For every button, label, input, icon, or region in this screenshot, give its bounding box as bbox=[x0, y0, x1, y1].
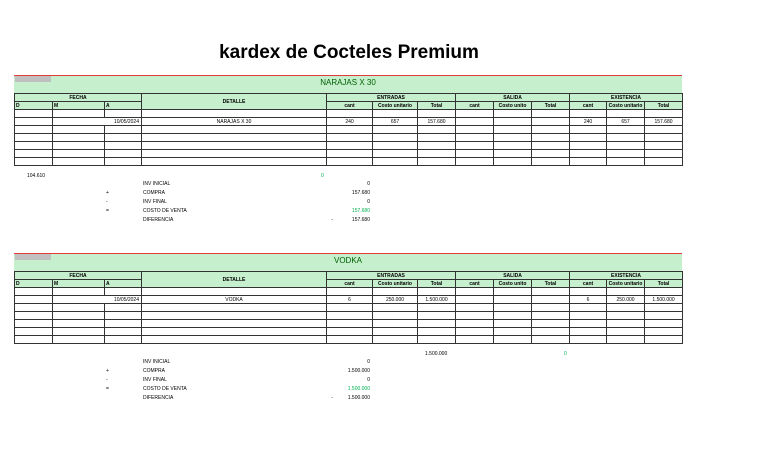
footer-zero: 0 bbox=[321, 173, 324, 179]
summary-value: 1.500.000 bbox=[347, 395, 370, 401]
summary-sign: + bbox=[106, 190, 109, 196]
row-in-total: 157.680 bbox=[418, 118, 456, 126]
col-ex-total: Total bbox=[645, 280, 683, 288]
summary-label: INV INICIAL bbox=[143, 359, 171, 365]
footer-zero: 0 bbox=[564, 351, 567, 357]
summary-label: COSTO DE VENTA bbox=[143, 386, 187, 392]
col-in-total: Total bbox=[418, 102, 456, 110]
col-out-cant: cant bbox=[456, 280, 494, 288]
summary-value: 157.680 bbox=[351, 190, 370, 196]
summary-value: 1.500.000 bbox=[347, 386, 370, 392]
kardex-banner bbox=[14, 75, 682, 93]
summary-value: 0 bbox=[367, 181, 370, 187]
col-out-total: Total bbox=[532, 280, 570, 288]
col-ex-cost: Costo unitario bbox=[607, 102, 645, 110]
kardex-table bbox=[14, 271, 683, 344]
summary-label: INV FINAL bbox=[143, 377, 167, 383]
row-ex-cost: 657 bbox=[607, 118, 645, 126]
col-salida: SALIDA bbox=[456, 272, 570, 280]
summary-label: DIFERENCIA bbox=[143, 217, 174, 223]
col-out-total: Total bbox=[532, 102, 570, 110]
table-row bbox=[15, 320, 683, 328]
col-entradas: ENTRADAS bbox=[327, 94, 456, 102]
col-in-total: Total bbox=[418, 280, 456, 288]
summary-sign: = bbox=[106, 386, 109, 392]
row-detail: NARAJAS X 30 bbox=[142, 118, 327, 126]
row-in-cant: 240 bbox=[327, 118, 373, 126]
row-ex-cant: 6 bbox=[570, 296, 607, 304]
table-row bbox=[15, 296, 683, 304]
col-in-cant: cant bbox=[327, 102, 373, 110]
kardex-banner bbox=[14, 253, 682, 271]
summary-sign: = bbox=[106, 208, 109, 214]
row-ex-total: 1.500.000 bbox=[645, 296, 683, 304]
col-out-cost: Costo unito bbox=[494, 102, 532, 110]
table-row bbox=[15, 110, 683, 118]
summary-value: 0 bbox=[367, 199, 370, 205]
table-row bbox=[15, 134, 683, 142]
summary-sign: - bbox=[106, 377, 108, 383]
table-row bbox=[15, 150, 683, 158]
col-entradas: ENTRADAS bbox=[327, 272, 456, 280]
table-row bbox=[15, 158, 683, 166]
row-in-cost: 657 bbox=[373, 118, 418, 126]
footer-value: 104.610 bbox=[27, 173, 46, 179]
col-fecha: FECHA bbox=[15, 272, 142, 280]
table-row bbox=[15, 328, 683, 336]
col-out-cant: cant bbox=[456, 102, 494, 110]
kardex-vodka bbox=[14, 253, 682, 344]
table-row bbox=[15, 336, 683, 344]
summary-sign: - bbox=[331, 217, 333, 223]
col-m: M bbox=[53, 280, 105, 288]
kardex-table bbox=[14, 93, 683, 166]
product-name: VODKA bbox=[333, 256, 362, 265]
col-ex-cant: cant bbox=[570, 280, 607, 288]
col-existencia: EXISTENCIA bbox=[570, 272, 683, 280]
col-detalle: DETALLE bbox=[142, 272, 327, 288]
page-title: kardex de Cocteles Premium bbox=[219, 42, 479, 63]
kardex-narajas bbox=[14, 75, 682, 166]
col-detalle: DETALLE bbox=[142, 94, 327, 110]
col-fecha: FECHA bbox=[15, 94, 142, 102]
col-salida: SALIDA bbox=[456, 94, 570, 102]
summary-label: INV INICIAL bbox=[143, 181, 171, 187]
summary-label: COMPRA bbox=[143, 190, 165, 196]
col-ex-cant: cant bbox=[570, 102, 607, 110]
row-date: 10/05/2024 bbox=[53, 296, 142, 304]
summary-value: 157.680 bbox=[351, 208, 370, 214]
col-d: D bbox=[15, 280, 53, 288]
col-ex-total: Total bbox=[645, 102, 683, 110]
table-row bbox=[15, 118, 683, 126]
summary-value: 0 bbox=[367, 377, 370, 383]
summary-value: 1.500.000 bbox=[347, 368, 370, 374]
summary-sign: - bbox=[331, 395, 333, 401]
summary-label: COSTO DE VENTA bbox=[143, 208, 187, 214]
table-row bbox=[15, 304, 683, 312]
table-row bbox=[15, 312, 683, 320]
summary-label: COMPRA bbox=[143, 368, 165, 374]
row-date: 10/05/2024 bbox=[53, 118, 142, 126]
summary-label: INV FINAL bbox=[143, 199, 167, 205]
col-d: D bbox=[15, 102, 53, 110]
col-a: A bbox=[105, 102, 142, 110]
col-in-cost: Costo unitario bbox=[373, 280, 418, 288]
footer-total: 1.500.000 bbox=[425, 351, 448, 357]
col-in-cost: Costo unitario bbox=[373, 102, 418, 110]
summary-narajas bbox=[100, 181, 375, 226]
summary-vodka bbox=[100, 359, 375, 404]
summary-value: 0 bbox=[367, 359, 370, 365]
row-detail: VODKA bbox=[142, 296, 327, 304]
summary-sign: + bbox=[106, 368, 109, 374]
row-ex-cant: 240 bbox=[570, 118, 607, 126]
product-name: NARAJAS X 30 bbox=[320, 78, 376, 87]
summary-value: 157.680 bbox=[351, 217, 370, 223]
row-in-cant: 6 bbox=[327, 296, 373, 304]
col-in-cant: cant bbox=[327, 280, 373, 288]
summary-sign: - bbox=[106, 199, 108, 205]
table-row bbox=[15, 126, 683, 134]
summary-label: DIFERENCIA bbox=[143, 395, 174, 401]
row-ex-total: 157.680 bbox=[645, 118, 683, 126]
table-row bbox=[15, 142, 683, 150]
col-existencia: EXISTENCIA bbox=[570, 94, 683, 102]
row-in-total: 1.500.000 bbox=[418, 296, 456, 304]
col-ex-cost: Costo unitario bbox=[607, 280, 645, 288]
table-row bbox=[15, 288, 683, 296]
row-ex-cost: 250.000 bbox=[607, 296, 645, 304]
row-in-cost: 250.000 bbox=[373, 296, 418, 304]
col-a: A bbox=[105, 280, 142, 288]
col-m: M bbox=[53, 102, 105, 110]
col-out-cost: Costo unito bbox=[494, 280, 532, 288]
